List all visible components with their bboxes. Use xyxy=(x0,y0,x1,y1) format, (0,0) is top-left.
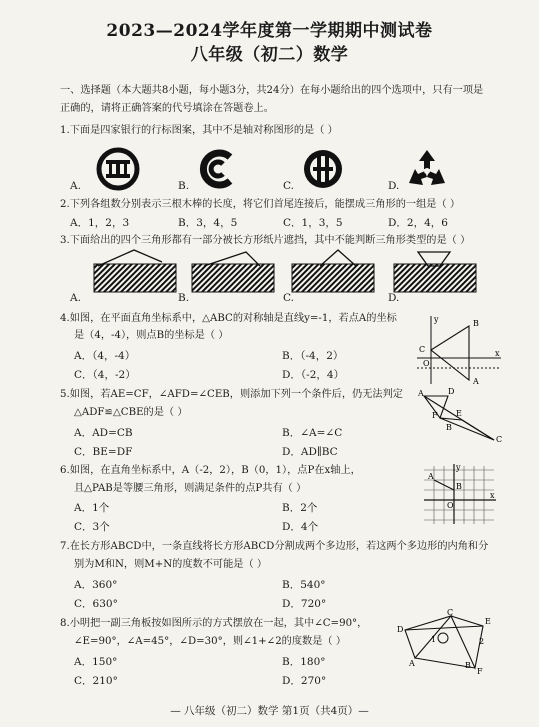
q6-label-a: A xyxy=(428,472,434,481)
q4-label-o: O xyxy=(423,359,430,368)
q4-label-c: C xyxy=(419,345,426,354)
q8-label-f: F xyxy=(477,667,483,676)
q2-option-a: A．1，2，3 xyxy=(70,217,130,229)
q4-label-y: y xyxy=(434,315,439,324)
q4-stem-line2: 是（4，-4），则点B的坐标是（ ） xyxy=(74,330,229,341)
q2-option-c: C．1，3，5 xyxy=(283,217,343,229)
q6-option-b: B．2个 xyxy=(282,502,318,514)
q4-option-b: B．（-4，2） xyxy=(282,350,344,362)
q5-label-f: F xyxy=(432,411,438,420)
q8-label-c: C xyxy=(447,608,454,617)
q6-label-y: y xyxy=(456,463,461,472)
q7-option-c: C．630° xyxy=(74,598,118,610)
q7-option-b: B．540° xyxy=(282,579,326,591)
q1-label-c: C. xyxy=(283,180,294,192)
q5-label-e: E xyxy=(456,409,462,418)
q6-stem-line2: 且△PAB是等腰三角形，则满足条件的点P共有（ ） xyxy=(74,483,307,494)
q3-figure-d xyxy=(392,246,480,294)
q8-option-b: B．180° xyxy=(282,656,326,668)
q4-label-b: B xyxy=(473,319,479,328)
q5-option-c: C．BE=DF xyxy=(74,446,133,458)
q7-stem-line1: 7.在长方形ABCD中，一条直线将长方形ABCD分割成两个多边形，若这两个多边形的内角和分 xyxy=(60,541,489,552)
q3-label-d: D. xyxy=(388,292,400,304)
bank-logo-a-icon xyxy=(96,147,140,191)
q1-label-d: D. xyxy=(388,180,400,192)
exam-subtitle: 八年级（初二）数学 xyxy=(190,45,349,65)
page-footer: — 八年级（初二）数学 第1页（共4页）— xyxy=(170,705,369,717)
section-intro-line2: 正确的，请将正确答案的代号填涂在答题卷上。 xyxy=(60,103,274,114)
q2-option-b: B．3，4，5 xyxy=(178,217,238,229)
q4-option-c: C．（4，-2） xyxy=(74,369,136,381)
q8-option-d: D．270° xyxy=(282,675,327,687)
q3-stem: 3.下面给出的四个三角形都有一部分被长方形纸片遮挡，其中不能判断三角形类型的是（ ） xyxy=(60,235,471,246)
q6-grid-figure xyxy=(420,462,498,526)
bank-logo-c-icon xyxy=(301,147,345,191)
q7-option-a: A．360° xyxy=(74,579,118,591)
q1-label-a: A. xyxy=(70,180,81,192)
q5-triangle-figure xyxy=(418,386,508,446)
q3-figure-c xyxy=(290,246,378,294)
q3-label-a: A. xyxy=(70,292,81,304)
q8-label-d: D xyxy=(397,625,404,634)
q8-label-b: B xyxy=(465,661,471,670)
q5-stem-line2: △ADF≌△CBE的是（ ） xyxy=(74,407,188,418)
q5-label-a: A xyxy=(418,389,424,398)
bank-logo-d-icon xyxy=(405,147,449,191)
q3-label-c: C. xyxy=(283,292,294,304)
q3-figure-a xyxy=(92,246,180,294)
q4-option-d: D．（-2，4） xyxy=(282,369,345,381)
q3-label-b: B. xyxy=(178,292,190,304)
q8-angle-1-label: 1 xyxy=(431,635,437,644)
q5-label-c: C xyxy=(496,435,503,444)
q5-stem-line1: 5.如图，若AE=CF，∠AFD=∠CEB，则添加下列一个条件后，仍无法判定 xyxy=(60,389,403,400)
section-intro-line1: 一、选择题（本大题共8小题，每小题3分，共24分）在每小题给出的四个选项中，只有一项是 xyxy=(60,85,484,96)
q8-stem-line1: 8.小明把一副三角板按如图所示的方式摆放在一起，其中∠C=90°， xyxy=(60,618,368,629)
q6-label-x: x xyxy=(490,491,495,500)
q7-option-d: D．720° xyxy=(282,598,327,610)
q8-label-e: E xyxy=(485,617,491,626)
q6-option-a: A．1个 xyxy=(74,502,110,514)
q6-stem-line1: 6.如图，在直角坐标系中，A（-2，2），B（0，1），点P在x轴上， xyxy=(60,465,361,476)
q5-option-b: B．∠A=∠C xyxy=(282,427,343,439)
q5-label-d: D xyxy=(448,387,455,396)
q4-coordinate-figure xyxy=(415,312,505,386)
q8-option-c: C．210° xyxy=(74,675,118,687)
exam-title: 2023—2024学年度第一学期期中测试卷 xyxy=(106,21,433,41)
q7-stem-line2: 别为M和N，则M+N的度数不可能是（ ） xyxy=(74,559,268,570)
q5-option-d: D．AD∥BC xyxy=(282,446,338,458)
q3-figure-b xyxy=(190,246,278,294)
q8-triangles-figure xyxy=(395,608,495,676)
q8-angle-2-label: 2 xyxy=(479,637,485,646)
q4-stem-line1: 4.如图，在平面直角坐标系中，△ABC的对称轴是直线y=-1，若点A的坐标 xyxy=(60,313,397,324)
q8-option-a: A．150° xyxy=(74,656,118,668)
q8-label-a: A xyxy=(409,659,415,668)
q4-label-x: x xyxy=(495,349,500,358)
q6-option-c: C．3个 xyxy=(74,521,110,533)
q1-label-b: B. xyxy=(178,180,190,192)
q2-option-d: D．2，4，6 xyxy=(388,217,448,229)
q4-label-a: A xyxy=(473,377,479,386)
q1-stem: 1.下面是四家银行的行标图案，其中不是轴对称图形的是（ ） xyxy=(60,125,338,136)
q6-option-d: D．4个 xyxy=(282,521,319,533)
q6-label-o: O xyxy=(447,501,454,510)
q2-stem: 2.下列各组数分别表示三根木棒的长度，将它们首尾连接后，能摆成三角形的一组是（ ） xyxy=(60,199,461,210)
q6-label-b: B xyxy=(456,482,462,491)
bank-logo-b-icon xyxy=(196,147,240,191)
q5-option-a: A．AD=CB xyxy=(74,427,133,439)
q8-stem-line2: ∠E=90°，∠A=45°，∠D=30°，则∠1+∠2的度数是（ ） xyxy=(74,636,347,647)
q5-label-b: B xyxy=(446,423,452,432)
q4-option-a: A．（4，-4） xyxy=(74,350,136,362)
